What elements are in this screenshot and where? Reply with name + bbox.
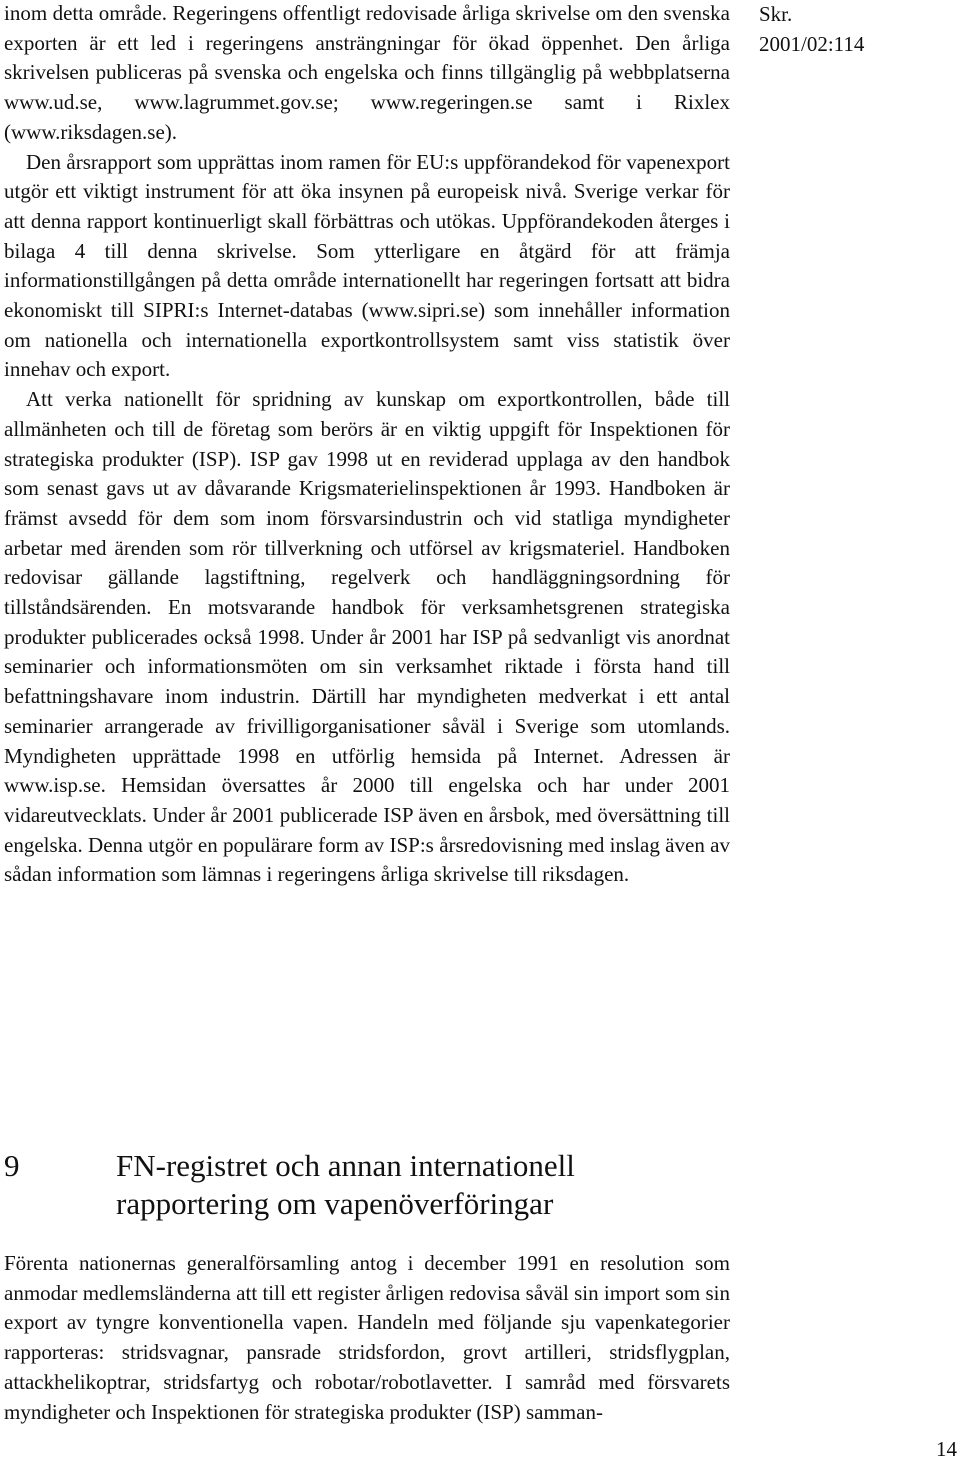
body-paragraph-continued: inom detta område. Regeringens offentligt redovisade årliga skrivelse om den svenska exporten är ett led i regeringens ansträngningar för ökad öppenhet. Den årliga skrivelsen publiceras på svenska och engelska och finns tillgänglig på webbplatserna www.ud.se, www.lagrummet.gov.se; www.regeringen.se samt i Rixlex (www.riksdagen.se). bbox=[4, 1, 730, 144]
section-body bbox=[4, 1249, 730, 1427]
margin-skr-label: Skr. bbox=[759, 2, 793, 26]
section-heading bbox=[4, 1147, 696, 1223]
body-paragraph-eu-code: Den årsrapport som upprättas inom ramen för EU:s uppförandekod för vapenexport utgör ett viktigt instrument för att öka insynen på europeisk nivå. Sverige verkar för att denna rapport kontinuerligt skall förbättras och utökas. Uppförandekoden återges i bilaga 4 till denna skrivelse. Som ytterligare en åtgärd för att främja informationstillgången på detta område internationellt har regeringen fortsatt att bidra ekonomiskt till SIPRI:s Internet-databas (www.sipri.se) som innehåller information om nationella och internationella exportkontrollsystem samt viss statistik över innehav och export. bbox=[4, 149, 730, 382]
section-number: 9 bbox=[4, 1148, 20, 1183]
body-paragraph-isp: Att verka nationellt för spridning av kunskap om exportkontrollen, både till allmänheten och till de företag som berörs är en viktig uppgift för Inspektionen för strategiska produkter (ISP). ISP gav 1998 ut en reviderad upplaga av den handbok som senast gavs ut av dåvarande Krigsmaterielinspektionen år 1993. Handboken är främst avsedd för dem som inom försvarsindustrin och vid statliga myndigheter arbetar med ärenden som rör tillverkning och utförsel av krigsmateriel. Handboken redovisar gällande lagstiftning, regelverk och handläggningsordning för tillståndsärenden. En motsvarande handbok för verksamhetsgrenen strategiska produkter publicerades också 1998. Under år 2001 har ISP på sedvanligt vis anordnat seminarier och informationsmöten om sin verksamhet riktade i första hand till befattningshavare inom industrin. Därtill har myndigheten medverkat i ett antal seminarier arrangerade av frivilligorganisationer såväl i Sverige som utomlands. Myndigheten upprättade 1998 en utförlig hemsida på Internet. Adressen är www.isp.se. Hemsidan översattes år 2000 till engelska och har under 2001 vidareutvecklats. Under år 2001 publicerade ISP även en årsbok, med översättning till engelska. Denna utgör en populärare form av ISP:s årsredovisning med inslag även av sådan information som lämnas i regeringens årliga skrivelse till riksdagen. bbox=[4, 387, 730, 887]
margin-document-reference bbox=[759, 0, 864, 59]
margin-doc-number: 2001/02:114 bbox=[759, 31, 865, 56]
section-title: FN-registret och annan internationell rapportering om vapenöverföringar bbox=[116, 1148, 575, 1221]
body-paragraph-un-register: Förenta nationernas generalförsamling antog i december 1991 en resolution som anmodar medlemsländerna att till ett register årligen redovisa såväl sin import som sin export av tyngre konventionella vapen. Handeln med följande sju vapenkategorier rapporteras: stridsvagnar, pansrade stridsfordon, grovt artilleri, stridsflygplan, attackhelikoptrar, stridsfartyg och robotar/robotlavetter. I samråd med försvarets myndigheter och Inspektionen för strategiska produkter (ISP) samman- bbox=[4, 1251, 730, 1424]
main-text-column bbox=[4, 0, 730, 890]
page-number: 14 bbox=[936, 1437, 957, 1461]
